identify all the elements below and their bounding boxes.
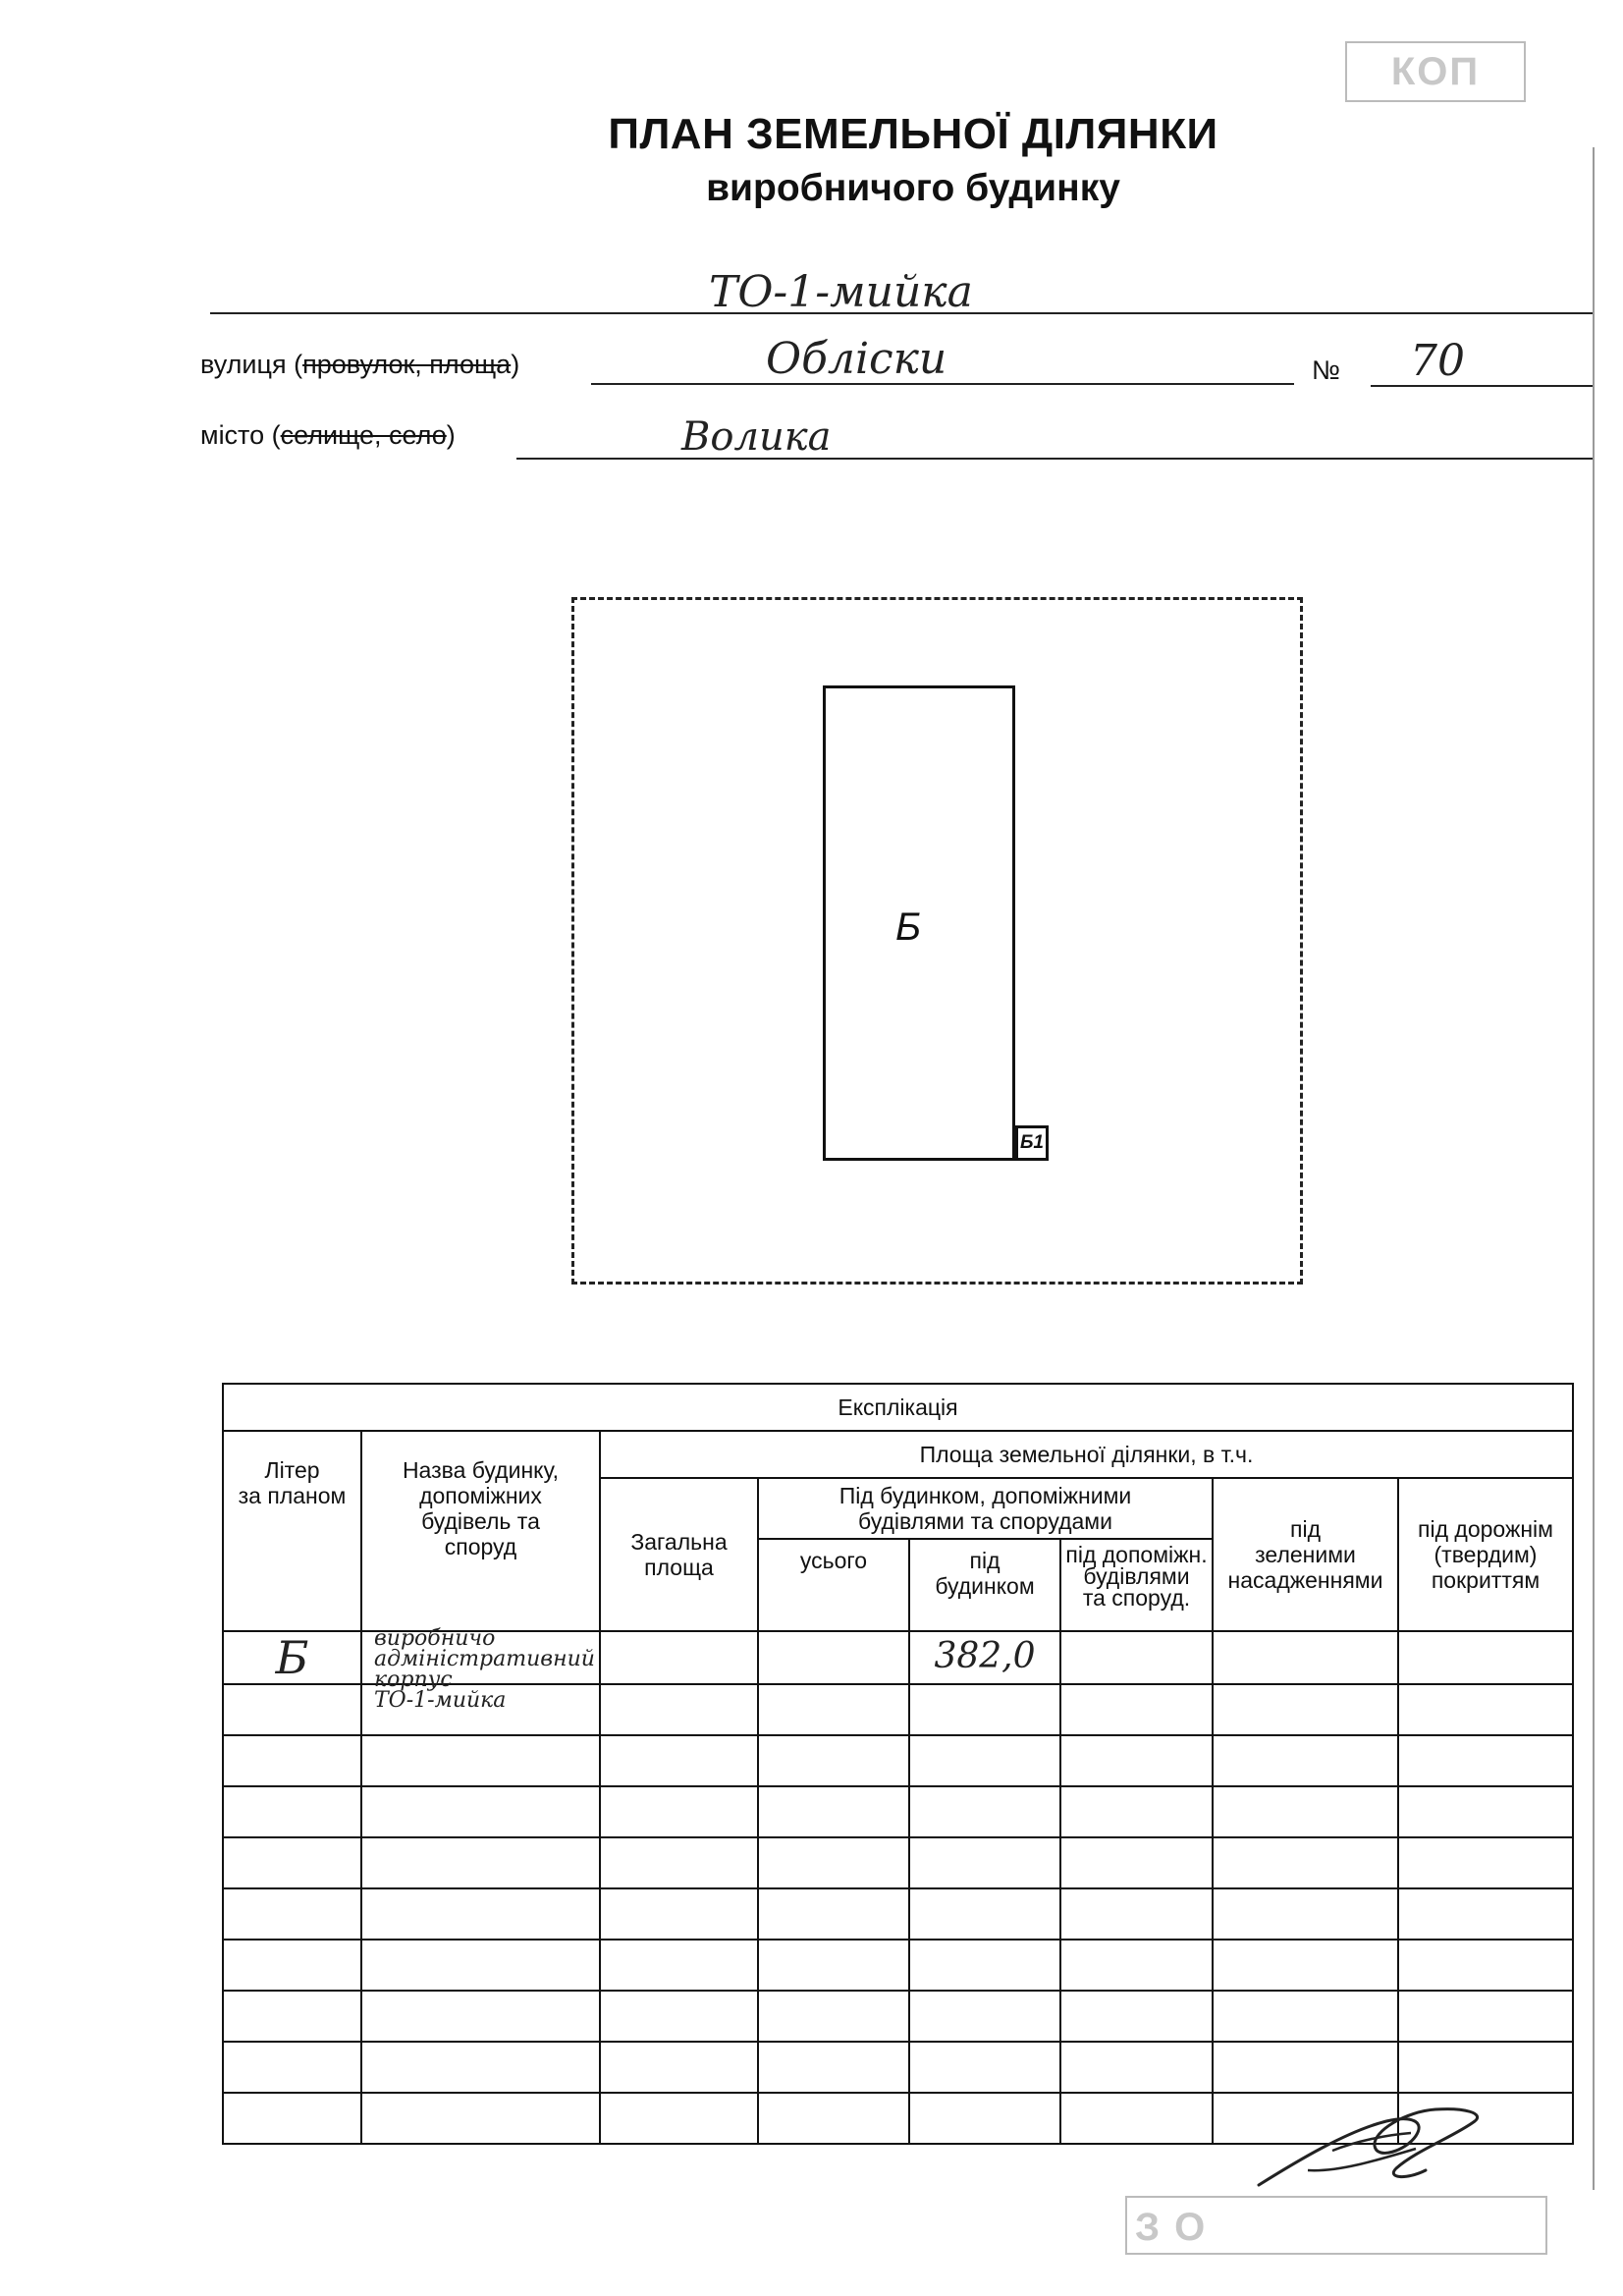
building-letter: Б — [895, 905, 922, 949]
city-label — [200, 420, 456, 451]
row-green — [1213, 1631, 1398, 1684]
document-title: ПЛАН ЗЕМЕЛЬНОЇ ДІЛЯНКИ — [608, 110, 1218, 158]
header-litera: Літер за планом — [223, 1431, 361, 1631]
table-row — [223, 2042, 1573, 2093]
header-under-aux: під допоміжн. будівлями та споруд. — [1060, 1539, 1213, 1631]
explication-table — [222, 1383, 1574, 2145]
row-under-house: 382,0 — [909, 1631, 1060, 1684]
explication-title: Експлікація — [223, 1384, 1573, 1431]
row-road — [1398, 1631, 1573, 1684]
document-subtitle: виробничого будинку — [706, 167, 1120, 209]
header-road: під дорожнім (твердим) покриттям — [1398, 1478, 1573, 1631]
table-row — [223, 1786, 1573, 1837]
object-name-underline — [210, 312, 1593, 314]
object-name: ТО-1-мийка — [709, 267, 973, 317]
table-row — [223, 1631, 1573, 1684]
signature — [1239, 2092, 1494, 2210]
top-stamp: КОП — [1345, 41, 1526, 102]
table-row — [223, 1735, 1573, 1786]
city-label-prefix: місто ( — [200, 420, 281, 450]
header-under-house: під будинком — [909, 1539, 1060, 1631]
header-green: під зеленими насадженнями — [1213, 1478, 1398, 1631]
city-label-struck: селище, село — [280, 420, 447, 450]
table-row — [223, 1940, 1573, 1991]
city-underline — [516, 458, 1593, 460]
header-total: Загальна площа — [600, 1478, 758, 1631]
street-label-struck: провулок, площа — [302, 350, 512, 379]
header-under-buildings: Під будинком, допоміжними будівлями та спорудами — [758, 1478, 1213, 1539]
header-all: усього — [758, 1539, 909, 1631]
number-underline — [1371, 385, 1593, 387]
table-row — [223, 1837, 1573, 1888]
street-label — [200, 350, 519, 380]
number-value: 70 — [1410, 336, 1465, 386]
city-label-suffix: ) — [446, 420, 456, 450]
street-label-prefix: вулиця ( — [200, 350, 303, 379]
table-row — [223, 1888, 1573, 1940]
row-name — [361, 1626, 600, 1713]
scan-edge — [1593, 147, 1595, 2190]
row-name-text: виробничо адміністративний корпус ТО-1-мийка — [374, 1626, 595, 1713]
bottom-stamp: З О — [1125, 2196, 1547, 2255]
row-under-aux — [1060, 1631, 1213, 1684]
header-name: Назва будинку, допоміжних будівель та споруд — [361, 1431, 600, 1631]
extension-outline: Б1 — [1015, 1125, 1049, 1161]
row-litera: Б — [223, 1631, 361, 1684]
street-value: Обліски — [766, 334, 947, 384]
number-label: № — [1312, 355, 1340, 385]
city-value: Волика — [681, 414, 832, 460]
row-all — [758, 1631, 909, 1684]
street-label-suffix: ) — [511, 350, 520, 379]
table-row — [223, 1991, 1573, 2042]
street-underline — [591, 383, 1294, 385]
header-area-group: Площа земельної ділянки, в т.ч. — [600, 1431, 1573, 1478]
